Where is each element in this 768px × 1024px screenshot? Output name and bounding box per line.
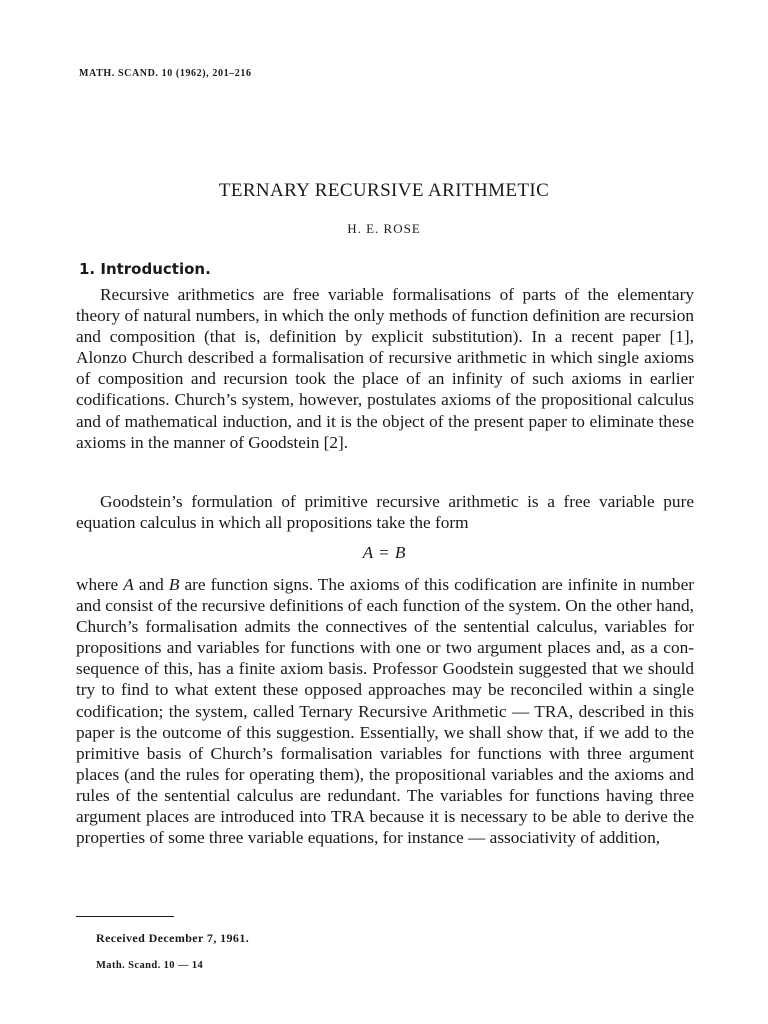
received-date: Received December 7, 1961.	[96, 931, 250, 945]
equation-lhs: A	[362, 543, 374, 562]
paragraph-church-formalisation	[76, 574, 694, 848]
equation-rhs: B	[394, 543, 406, 562]
page-signature: Math. Scand. 10 — 14	[96, 960, 204, 971]
equation-sign: =	[379, 543, 389, 562]
paragraph-intro	[76, 284, 694, 453]
display-equation	[0, 543, 768, 563]
paragraph-3-part-3: are function signs. The axioms of this codification are infinite in number and consist of the recursive definitions of each function of the system. On the other hand, Church’s formalisation admits the connectives of the sentential calculus, variables for propositions and variables for functions with one or two argument places and, as a consequence of this, has a finite axiom basis. Professor Goodstein suggested that we should try to find to what extent these opposed approaches may be reconciled within a single codification; the system, called Ternary Recursive Arithmetic — TRA, described in this paper is the outcome of this suggestion. Essentially, we shall show that, if we add to the primitive basis of Church’s formalisation variables for functions with three argument places (and the rules for operating them), the propositional variables and the axioms and rules of the sentential calculus are redundant. The variables for functions having three argument places are introduced into TRA because it is necessary to be able to derive the properties of some three variable equations, for instance — associativity of addition,	[76, 575, 695, 848]
paragraph-3-part-1: where	[76, 575, 124, 594]
variable-b: B	[168, 575, 180, 594]
journal-reference: MATH. SCAND. 10 (1962), 201–216	[79, 68, 252, 79]
paragraph-3-text	[76, 574, 694, 848]
variable-a: A	[123, 575, 134, 594]
section-heading: 1. Introduction.	[79, 260, 211, 278]
article-author: H. E. ROSE	[347, 221, 421, 236]
paragraph-3-part-2: and	[133, 575, 169, 594]
paragraph-1-text: Recursive arithmetics are free variable formalisations of parts of the elementary theory of natural numbers, in which the only methods of function definition are recursion and composition (that is, definition by explicit substitution). In a recent paper [1], Alonzo Church described a formalisation of recursive arithmetic in which single axioms of composition and recursion took the place of an infinity of such axioms in earlier codifications. Church’s system, however, postulates axioms of the propositional calculus and of mathematical induction, and it is the object of the present paper to eliminate these axioms in the manner of Goodstein [2].	[76, 285, 694, 452]
footnote-rule	[76, 916, 174, 917]
paragraph-2-text: Goodstein’s formulation of primitive recursive arithmetic is a free variable pure equation calculus in which all propositions take the form	[76, 492, 694, 533]
article-title: TERNARY RECURSIVE ARITHMETIC	[218, 180, 550, 201]
paragraph-goodstein	[76, 491, 694, 533]
